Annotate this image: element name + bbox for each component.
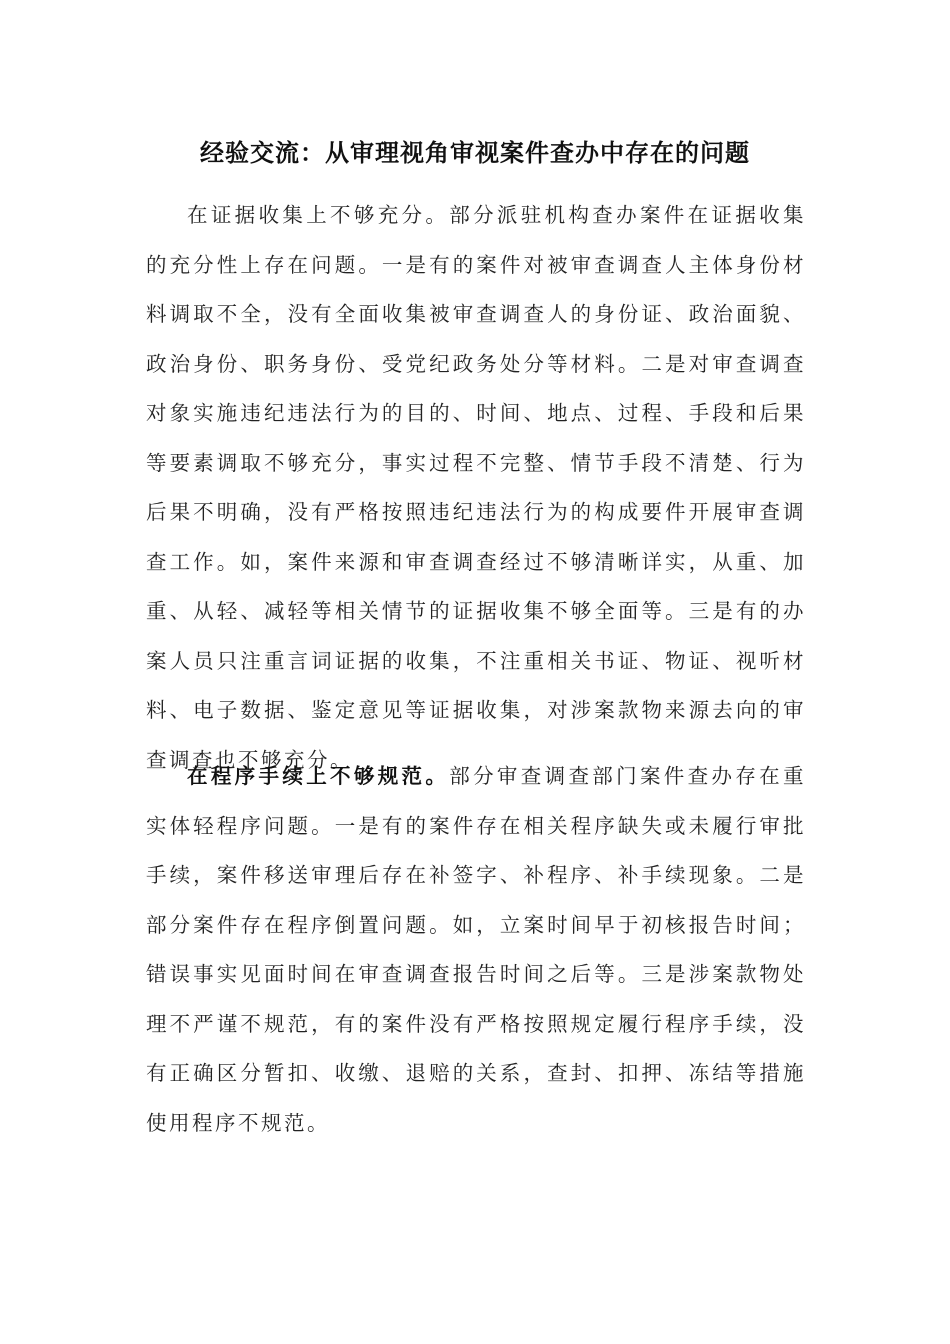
paragraph-evidence-collection	[146, 191, 806, 785]
paragraph-procedure	[146, 752, 806, 1148]
paragraph-body: 在证据收集上不够充分。部分派驻机构查办案件在证据收集的充分性上存在问题。一是有的案件对被审查调查人主体身份材料调取不全，没有全面收集被审查调查人的身份证、政治面貌、政治身份、职务身份、受党纪政务处分等材料。二是对审查调查对象实施违纪违法行为的目的、时间、地点、过程、手段和后果等要素调取不够充分，事实过程不完整、情节手段不清楚、行为后果不明确，没有严格按照违纪违法行为的构成要件开展审查调查工作。如，案件来源和审查调查经过不够清晰详实，从重、加重、从轻、减轻等相关情节的证据收集不够全面等。三是有的办案人员只注重言词证据的收集，不注重相关书证、物证、视听材料、电子数据、鉴定意见等证据收集，对涉案款物来源去向的审查调查也不够充分。	[146, 203, 806, 772]
document-title: 经验交流：从审理视角审视案件查办中存在的问题	[200, 139, 750, 167]
paragraph-lead: 在程序手续上不够规范。	[187, 764, 450, 788]
paragraph-body: 部分审查调查部门案件查办存在重实体轻程序问题。一是有的案件存在相关程序缺失或未履行审批手续，案件移送审理后存在补签字、补程序、补手续现象。二是部分案件存在程序倒置问题。如，立案时间早于初核报告时间；错误事实见面时间在审查调查报告时间之后等。三是涉案款物处理不严谨不规范，有的案件没有严格按照规定履行程序手续，没有正确区分暂扣、收缴、退赔的关系，查封、扣押、冻结等措施使用程序不规范。	[146, 764, 807, 1135]
